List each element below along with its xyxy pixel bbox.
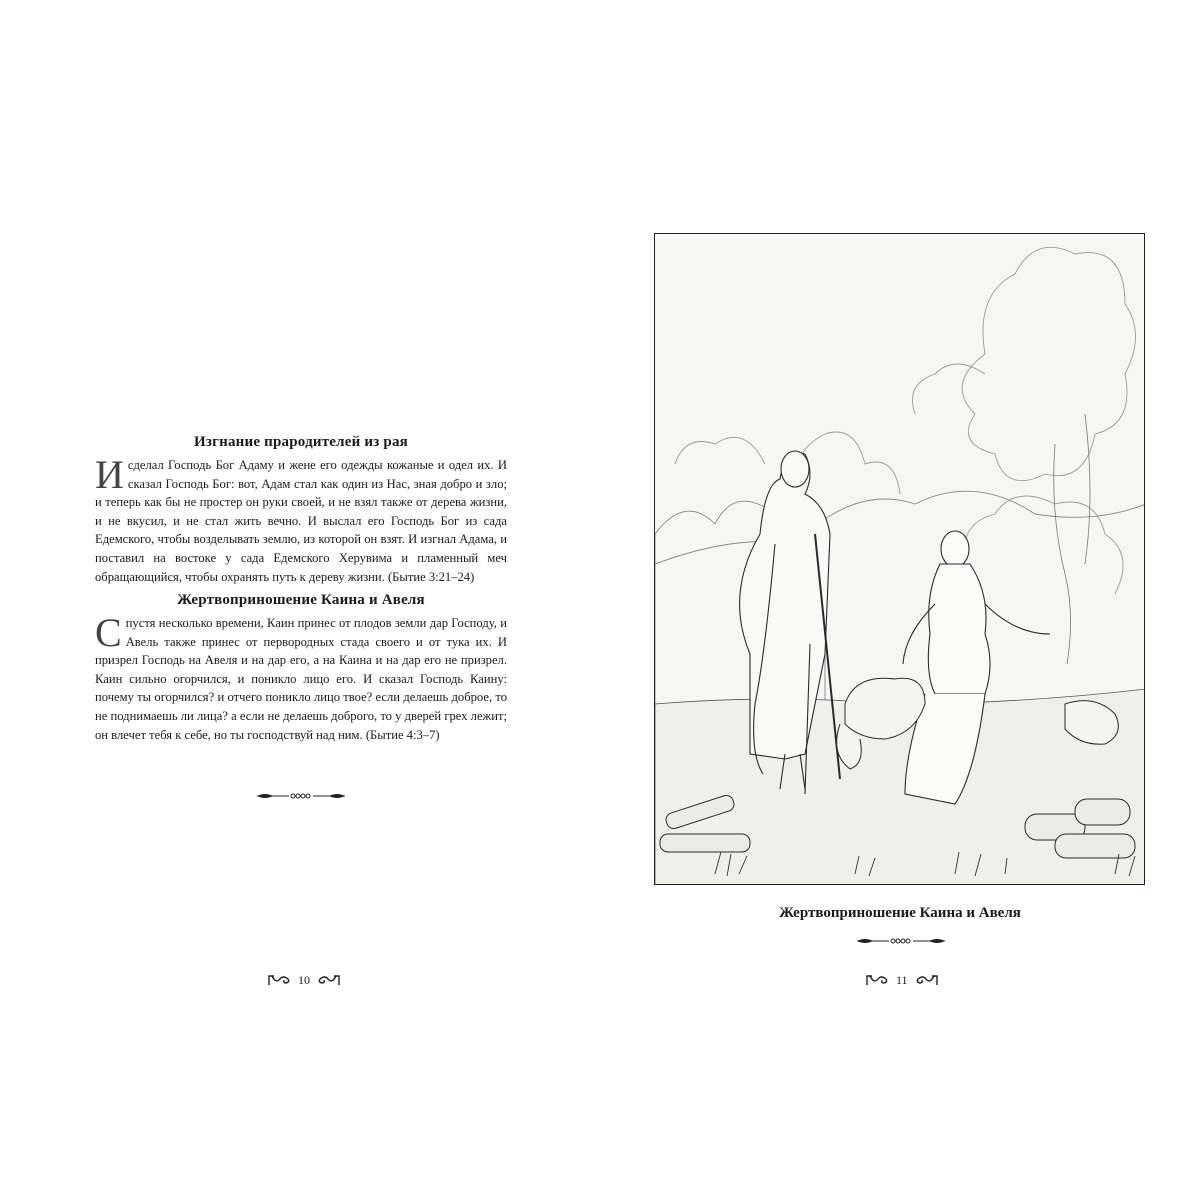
section-title-expulsion: Изгнание прародителей из рая	[194, 434, 408, 450]
section-title-sacrifice: Жертвоприношение Каина и Авеля	[177, 592, 425, 608]
drop-cap: И	[95, 452, 124, 497]
illustration-caption: Жертвоприношение Каина и Авеля	[779, 905, 1021, 921]
ornamental-divider-icon	[855, 933, 947, 949]
folio-flourish-icon	[912, 973, 938, 987]
ornamental-divider-icon	[255, 788, 347, 804]
paragraph-sacrifice	[95, 610, 507, 744]
paragraph-expulsion	[95, 452, 507, 586]
engraving-illustration	[654, 233, 1145, 885]
page-number-left	[268, 970, 340, 990]
paragraph-text: сделал Господь Бог Адаму и жене его одежды кожаные и одел их. И сказал Господь Бог: вот, Адам стал как один из Нас, зная добро и зло; и теперь как бы не простер он руки своей, и не взял также от дерева жизни, и не вкусил, и не стал жить вечно. И выслал его Господь Бог из сада Едемского, чтобы возделывать землю, из которой он взят. И изгнал Адама, и поставил на востоке у сада Едемского Херувима и пламенный меч обращающийся, чтобы охранять путь к дереву жизни. (Бытие 3:21–24)	[95, 458, 507, 584]
folio-flourish-icon	[268, 973, 294, 987]
paragraph-text: пустя несколько времени, Каин принес от плодов земли дар Господу, и Авель также принес от первородных стада своего и от тука их. И призрел Господь на Авеля и на дар его, а на Каина и на дар его не призрел. Каин сильно огорчился, и поникло лицо его. И сказал Господь Каину: почему ты огорчился? и отчего поникло лицо твое? если делаешь доброе, то не поднимаешь ли лица? а если не делаешь доброго, то у дверей грех лежит; он влечет тебя к себе, но ты господствуй над ним. (Бытие 4:3–7)	[95, 616, 507, 742]
cain-abel-engraving	[655, 234, 1145, 885]
drop-cap: С	[95, 610, 122, 655]
page-number-right	[866, 970, 938, 990]
page-number-text: 11	[896, 972, 908, 987]
folio-flourish-icon	[866, 973, 892, 987]
folio-flourish-icon	[314, 973, 340, 987]
page-number-text: 10	[298, 972, 310, 987]
